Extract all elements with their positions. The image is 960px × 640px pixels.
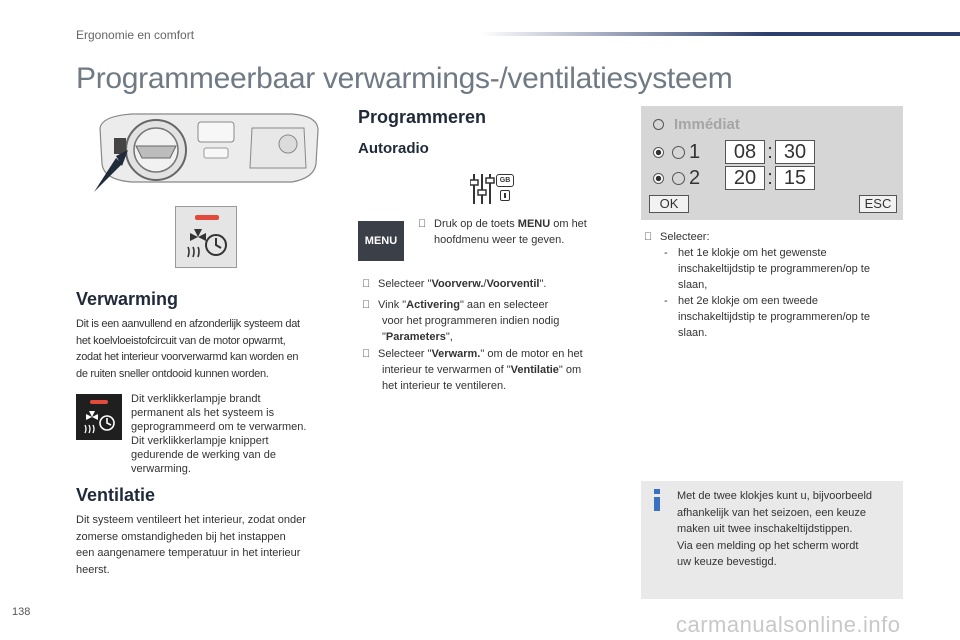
timer-index: 1 [689,140,701,163]
step-text: / [483,278,487,290]
ventilation-line: Dit systeem ventileert het interieur, zodat onder [76,514,306,526]
lamp-line: Dit verklikkerlampje knippert [131,435,269,447]
info-line: Via een melding op het scherm wordt [677,539,859,552]
step-text: " aan en selecteer [459,299,549,311]
page-title: Programmeerbaar verwarmings-/ventilatiesysteem [76,62,733,95]
lamp-line: permanent als het systeem is [131,407,275,419]
minute-field[interactable]: 15 [775,166,815,190]
step-text: ", [445,331,453,343]
heating-line: Dit is een aanvullend en afzonderlijk systeem dat [76,318,300,330]
heating-line: het koelvloeistofcircuit van de motor opwarmt, [76,334,286,347]
lamp-line: Dit verklikkerlampje brandt [131,393,261,405]
hour-field[interactable]: 20 [725,166,765,190]
immediate-row[interactable] [653,116,740,133]
watermark: carmanualsonline.info [676,612,901,637]
step-key: Voorventil [486,278,540,290]
step-key: Activering [406,299,460,311]
minute-field[interactable]: 30 [775,140,815,164]
ventilation-heading: Ventilatie [76,485,156,505]
bullet-mark [418,216,434,232]
step-text: interieur te verwarmen of " [382,364,511,376]
heating-heading: Verwarming [76,289,179,309]
item-line: slaan. [678,327,708,339]
step-text: " om de motor en het [480,348,583,360]
info-text [677,488,901,571]
step-1 [362,276,622,292]
dash-mark: - [664,295,668,307]
step-text: " om [558,364,582,376]
page-number: 138 [12,606,31,618]
radio-selected-icon[interactable] [653,173,664,184]
info-icon [652,489,662,511]
gb-badge: GB [496,174,514,187]
lamp-description [131,392,341,476]
ok-button[interactable]: OK [649,195,689,213]
lamp-line: gedurende de werking van de [131,449,276,461]
step-text: hoofdmenu weer te geven. [434,234,565,246]
time-separator: : [767,140,773,163]
item-line: inschakeltijdstip te programmeren/op te [678,263,870,275]
heating-line: zodat het interieur voorverwarmd kan worden en [76,351,299,363]
hour-field[interactable]: 08 [725,140,765,164]
ventilation-line: heerst. [76,563,110,576]
i-badge-icon [500,190,510,201]
step-text: " [382,331,386,343]
header-rule [480,32,960,36]
info-line: maken uit twee inschakeltijdstippen. [677,523,853,535]
step-key: Verwarm. [431,348,481,360]
programming-heading: Programmeren [358,107,487,127]
time-separator: : [767,166,773,189]
radio-selected-icon[interactable] [653,147,664,158]
heating-text [76,316,346,382]
dash-mark: - [664,247,668,259]
clock-icon [672,172,685,185]
item-line: het 2e klokje om een tweede [678,295,819,307]
step-text: Selecteer " [378,348,432,360]
item-line: inschakeltijdstip te programmeren/op te [678,311,870,323]
radio-icon[interactable] [653,119,664,130]
step-2 [362,297,622,345]
step-text: Druk op de toets [434,218,518,230]
timer-row-2[interactable] [653,166,815,190]
heating-line: de ruiten sneller ontdooid kunnen worden. [76,367,269,380]
info-box [641,481,903,599]
step-text: Vink " [378,299,407,311]
immediate-label: Immédiat [674,116,740,133]
step-text: ". [539,278,547,290]
select-label: Selecteer: [660,231,710,243]
step-key: Ventilatie [510,364,559,376]
clock-icon [672,146,685,159]
step-key: Parameters [385,331,446,343]
esc-button[interactable]: ESC [859,195,897,213]
step-3 [362,346,626,394]
settings-sliders-icon [470,172,514,206]
lamp-line: geprogrammeerd om te verwarmen. [131,421,307,433]
step-key: MENU [517,218,551,230]
step-key: Voorverw. [431,278,484,290]
dashboard-illustration [92,108,324,196]
heating-lamp-icon [175,206,237,268]
step-text: voor het programmeren indien nodig [382,315,560,327]
info-line: Met de twee klokjes kunt u, bijvoorbeeld [677,490,873,502]
timer-screen [641,106,903,220]
item-line: het 1e klokje om het gewenste [678,247,827,259]
timer-index: 2 [689,166,701,189]
ventilation-line: zomerse omstandigheden bij het instappen [76,530,286,543]
step-text: het interieur te ventileren. [382,380,507,392]
menu-step [418,216,618,248]
step-text: om het [550,218,587,230]
ventilation-text [76,512,346,578]
lamp-line: verwarming. [131,463,191,475]
small-heating-lamp-icon [76,394,122,440]
step-text: Selecteer " [378,278,432,290]
section-label: Ergonomie en comfort [76,28,195,42]
info-line: uw keuze bevestigd. [677,556,777,568]
timer-row-1[interactable] [653,140,815,164]
info-line: afhankelijk van het seizoen, een keuze [677,506,866,519]
ventilation-line: een aangenamere temperatuur in het interieur [76,547,301,559]
menu-button[interactable]: MENU [358,221,404,261]
autoradio-subheading: Autoradio [358,140,429,157]
item-line: slaan, [678,279,708,291]
select-instructions [644,229,906,341]
